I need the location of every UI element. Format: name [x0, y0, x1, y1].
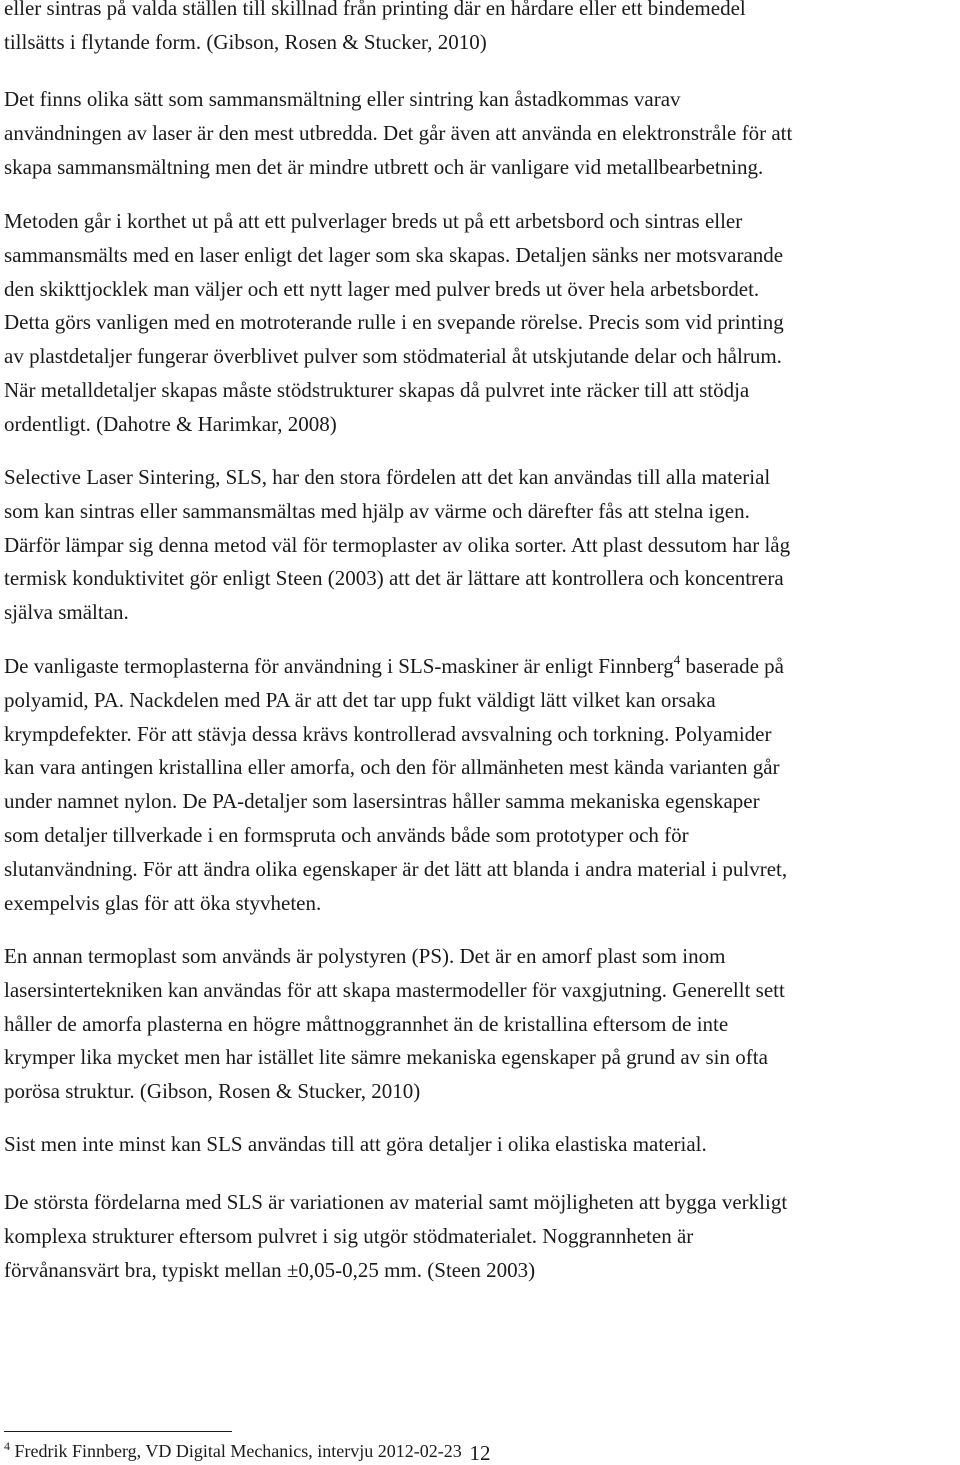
text-line: Det finns olika sätt som sammansmältning eller sintring kan åstadkommas varav	[4, 87, 681, 111]
text-line: eller sintras på valda ställen till skillnad från printing där en hårdare eller ett bindemedel	[4, 0, 746, 20]
text-line: Sist men inte minst kan SLS användas till att göra detaljer i olika elastiska material.	[4, 1132, 707, 1156]
text-line: krymper lika mycket men har istället lite sämre mekaniska egenskaper på grund av sin ofta	[4, 1045, 768, 1070]
text-line: En annan termoplast som används är polystyren (PS). Det är en amorf plast som inom	[4, 944, 726, 968]
paragraph-elastic	[4, 1128, 707, 1162]
text-line: De största fördelarna med SLS är variationen av material samt möjligheten att bygga verkligt	[4, 1190, 788, 1214]
text-line: förvånansvärt bra, typiskt mellan ±0,05-0,25 mm. (Steen 2003)	[4, 1257, 536, 1282]
paragraph-methods	[4, 83, 792, 184]
paragraph-sintering-intro	[4, 0, 746, 60]
text-line: porösa struktur. (Gibson, Rosen & Stucker, 2010)	[4, 1079, 421, 1104]
paragraph-sls-advantage	[4, 461, 790, 630]
text-line: termisk konduktivitet gör enligt Steen (2003) att det är lättare att kontrollera och koncentrera	[4, 566, 784, 591]
text-line: Metoden går i korthet ut på att ett pulverlager breds ut på ett arbetsbord och sintras eller	[4, 209, 743, 233]
footnote-marker: 4	[4, 1439, 10, 1453]
text-line: exempelvis glas för att öka styvheten.	[4, 890, 322, 915]
paragraph-polystyrene	[4, 940, 785, 1109]
text-line: kan vara antingen kristallina eller amorfa, och den för allmänheten mest kända varianten går	[4, 755, 780, 780]
text-line	[4, 650, 787, 684]
text-line: polyamid, PA. Nackdelen med PA är att det tar upp fukt väldigt lätt vilket kan orsaka	[4, 687, 716, 712]
text-line: användningen av laser är den mest utbredda. Det går även att använda en elektronstråle för att	[4, 120, 793, 145]
text-line: skapa sammansmältning men det är mindre utbrett och är vanligare vid metallbearbetning.	[4, 154, 764, 179]
paragraph-advantages	[4, 1186, 787, 1287]
text-line: sammansmälts med en laser enligt det lager som ska skapas. Detaljen sänks ner motsvarande	[4, 242, 784, 267]
text-line: som kan sintras eller sammansmältas med hjälp av värme och därefter fås att stelna igen.	[4, 498, 750, 523]
text-line: tillsätts i flytande form. (Gibson, Rosen & Stucker, 2010)	[4, 29, 487, 54]
text-line: När metalldetaljer skapas måste stödstrukturer skapas då pulvret inte räcker till att stödja	[4, 377, 750, 402]
text-line: under namnet nylon. De PA-detaljer som lasersintras håller samma mekaniska egenskaper	[4, 789, 760, 814]
page-number: 12	[469, 1441, 491, 1465]
text-line: av plastdetaljer fungerar överblivet pulver som stödmaterial åt utskjutande delar och hålrum.	[4, 344, 782, 369]
text-line: ordentligt. (Dahotre & Harimkar, 2008)	[4, 411, 337, 436]
footnote-text: Fredrik Finnberg, VD Digital Mechanics, intervju 2012-02-23	[10, 1441, 462, 1461]
text-fragment: De vanligaste termoplasterna för användning i SLS-maskiner är enligt Finnberg	[4, 654, 674, 678]
text-line: Detta görs vanligen med en motroterande rulle i en svepande rörelse. Precis som vid printing	[4, 310, 784, 335]
text-line: håller de amorfa plasterna en högre måttnoggrannhet än de kristallina eftersom de inte	[4, 1011, 729, 1036]
text-line: som detaljer tillverkade i en formspruta och används både som prototyper och för	[4, 822, 689, 847]
text-line: lasersintertekniken kan användas för att skapa mastermodeller för vaxgjutning. Generellt sett	[4, 977, 785, 1002]
text-fragment: baserade på	[680, 654, 784, 678]
text-line: krympdefekter. För att stävja dessa krävs kontrollerad avsvalning och torkning. Polyamider	[4, 721, 772, 746]
text-line: Därför lämpar sig denna metod väl för termoplaster av olika sorter. Att plast dessutom har låg	[4, 532, 791, 557]
text-line: Selective Laser Sintering, SLS, har den stora fördelen att det kan användas till alla material	[4, 465, 771, 489]
footnote-separator	[4, 1431, 232, 1432]
footnote-reference: 4	[673, 652, 681, 667]
text-line: den skikttjocklek man väljer och ett nytt lager med pulver breds ut över hela arbetsbordet.	[4, 276, 760, 301]
text-line: själva smältan.	[4, 600, 129, 625]
text-line: slutanvändning. För att ändra olika egenskaper är det lätt att blanda i andra material i pulvret,	[4, 856, 788, 881]
paragraph-process	[4, 205, 784, 442]
paragraph-polyamide	[4, 650, 787, 920]
text-line: komplexa strukturer eftersom pulvret i sig utgör stödmaterialet. Noggrannheten är	[4, 1223, 694, 1248]
